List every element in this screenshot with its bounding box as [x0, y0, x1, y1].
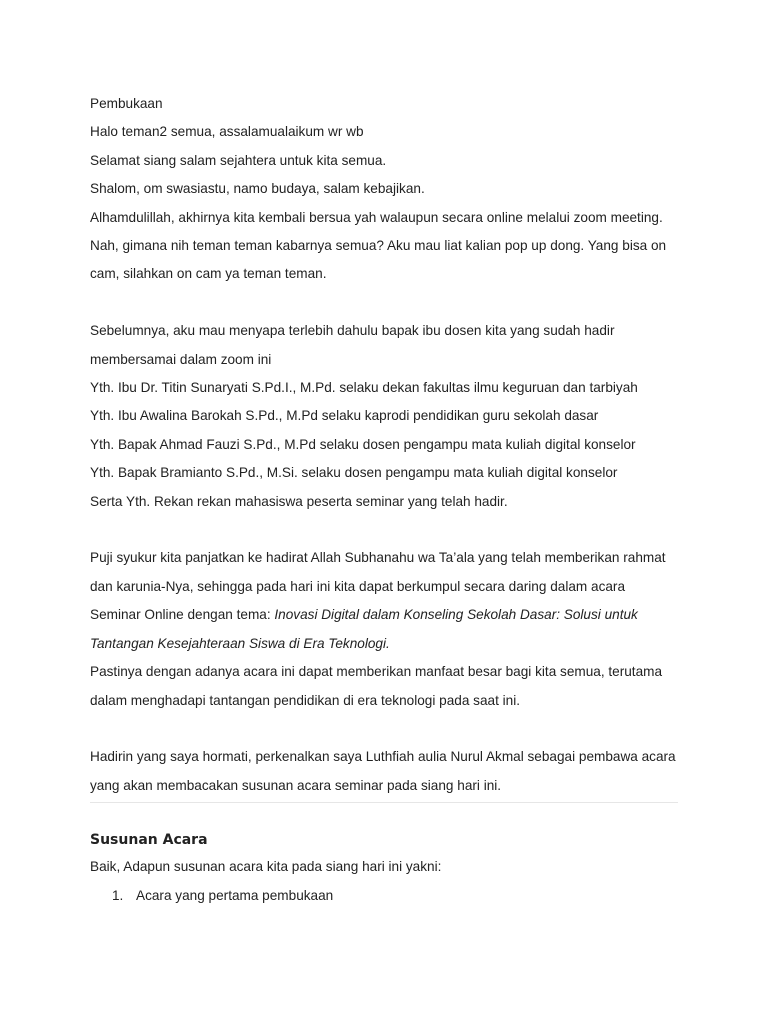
list-item [90, 882, 678, 910]
gratitude-section [90, 544, 678, 714]
gratitude-line: Pastinya dengan adanya acara ini dapat memberikan manfaat besar bagi kita semua, terutama [90, 664, 663, 680]
introduction-line: Hadirin yang saya hormati, perkenalkan saya Luthfiah aulia Nurul Akmal sebagai pembawa acara [90, 749, 676, 765]
seminar-theme-continued: Tantangan Kesejahteraan Siswa di Era Teknologi. [90, 635, 390, 651]
opening-line: Alhamdulillah, akhirnya kita kembali bersua yah walaupun secara online melalui zoom meeting. [90, 209, 663, 225]
opening-title: Pembukaan [90, 96, 163, 111]
gratitude-line: dan karunia-Nya, sehingga pada hari ini kita dapat berkumpul secara daring dalam acara [90, 578, 626, 594]
greeting-line: membersamai dalam zoom ini [90, 351, 272, 367]
opening-line: Shalom, om swasiastu, namo budaya, salam kebajikan. [90, 181, 425, 197]
opening-line: Selamat siang salam sejahtera untuk kita semua. [90, 152, 387, 168]
gratitude-line: dalam menghadapi tantangan pendidikan di era teknologi pada saat ini. [90, 692, 521, 708]
introduction-section [90, 743, 678, 800]
list-item-number: 1. [112, 887, 124, 903]
opening-line: Nah, gimana nih teman teman kabarnya semua? Aku mau liat kalian pop up dong. Yang bisa on [90, 238, 667, 254]
agenda-list [90, 882, 678, 910]
greeting-line: Sebelumnya, aku mau menyapa terlebih dahulu bapak ibu dosen kita yang sudah hadir [90, 323, 615, 339]
list-item-text: Acara yang pertama pembukaan [136, 887, 334, 903]
opening-section [90, 90, 678, 289]
opening-line: Halo teman2 semua, assalamualaikum wr wb [90, 124, 364, 140]
opening-line: cam, silahkan on cam ya teman teman. [90, 266, 327, 282]
agenda-intro: Baik, Adapun susunan acara kita pada siang hari ini yakni: [90, 859, 442, 875]
introduction-line: yang akan membacakan susunan acara seminar pada siang hari ini. [90, 777, 502, 793]
greeting-line: Yth. Bapak Bramianto S.Pd., M.Si. selaku dosen pengampu mata kuliah digital konselor [90, 465, 618, 481]
agenda-heading: Susunan Acara [90, 832, 208, 849]
greeting-line: Serta Yth. Rekan rekan mahasiswa peserta seminar yang telah hadir. [90, 493, 508, 509]
theme-prefix: Seminar Online dengan tema: [90, 607, 275, 623]
seminar-theme: Inovasi Digital dalam Konseling Sekolah Dasar: Solusi untuk [274, 607, 638, 623]
agenda-section [90, 827, 678, 910]
paragraph-spacer [90, 516, 678, 544]
paragraph-spacer [90, 715, 678, 743]
greeting-section [90, 317, 678, 516]
section-divider [90, 802, 678, 803]
gratitude-line-theme [90, 601, 678, 629]
greeting-line: Yth. Bapak Ahmad Fauzi S.Pd., M.Pd selaku dosen pengampu mata kuliah digital konselor [90, 436, 636, 452]
greeting-line: Yth. Ibu Awalina Barokah S.Pd., M.Pd selaku kaprodi pendidikan guru sekolah dasar [90, 408, 599, 424]
paragraph-spacer [90, 289, 678, 317]
gratitude-line: Puji syukur kita panjatkan ke hadirat Allah Subhanahu wa Ta’ala yang telah memberikan rahmat [90, 550, 666, 566]
greeting-line: Yth. Ibu Dr. Titin Sunaryati S.Pd.I., M.Pd. selaku dekan fakultas ilmu keguruan dan tarbiyah [90, 380, 638, 396]
